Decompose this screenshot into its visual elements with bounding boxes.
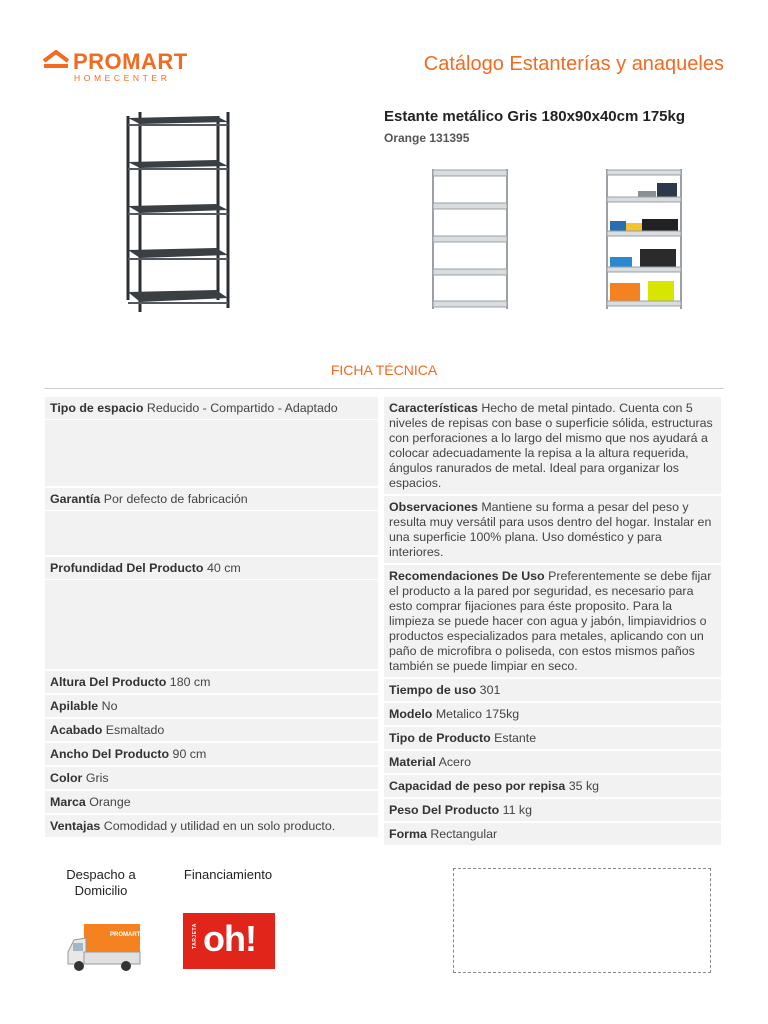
spec-column-left — [45, 397, 378, 839]
spec-label: Marca — [50, 795, 86, 809]
spec-value: Metalico 175kg — [435, 707, 520, 721]
spec-label: Recomendaciones De Uso — [389, 569, 545, 583]
spec-label: Garantía — [50, 492, 101, 506]
spec-value: Rectangular — [430, 827, 498, 841]
spec-label: Capacidad de peso por repisa — [389, 779, 566, 793]
spec-row — [45, 397, 378, 419]
spec-label: Modelo — [389, 707, 433, 721]
shelf-thumbnail-filled — [602, 165, 686, 311]
delivery-truck-icon — [64, 922, 142, 974]
card-small-label: TARJETA — [192, 923, 198, 949]
truck-brand: PROMART — [110, 932, 141, 938]
spec-row — [45, 719, 378, 741]
spec-row-spacer — [45, 511, 378, 555]
spec-label: Acabado — [50, 723, 103, 737]
shelf-product-image — [120, 110, 230, 316]
spec-label: Características — [389, 401, 478, 415]
spec-row — [45, 488, 378, 510]
spec-row — [384, 703, 721, 725]
spec-value: 180 cm — [169, 675, 211, 689]
spec-value: Estante — [494, 731, 537, 745]
spec-label: Forma — [389, 827, 427, 841]
spec-label: Altura Del Producto — [50, 675, 167, 689]
spec-value: 40 cm — [206, 561, 241, 575]
spec-row — [384, 799, 721, 821]
brand-sub: HOMECENTER — [74, 73, 171, 83]
card-logo-text: oh! — [203, 918, 256, 959]
spec-value: 90 cm — [172, 747, 207, 761]
spec-value: Mantiene su forma a pesar del peso y resulta muy versátil para usos dentro del hogar. Instalar en una superficie 100% plana. Uso doméstico y para interiores. — [389, 500, 712, 559]
spec-row-spacer — [45, 580, 378, 669]
spec-label: Profundidad Del Producto — [50, 561, 204, 575]
brand-name: PROMART — [73, 49, 188, 74]
section-title: FICHA TÉCNICA — [330, 362, 438, 378]
oh-card-logo — [183, 913, 275, 969]
spec-value: Reducido - Compartido - Adaptado — [146, 401, 338, 415]
section-divider — [44, 388, 724, 389]
spec-value: Preferentemente se debe fijar el producto a la pared por seguridad, es necesario para esto comprar fijaciones para éste proposito. Para la limpieza se puede hacer con agua y jabón, limpiavidrios o productos especializados para metales, aplicando con un paño de microfibra o poliseda, con estos mismos paños también se puede limpiar en seco. — [389, 569, 712, 673]
spec-row — [384, 397, 721, 494]
spec-label: Tipo de espacio — [50, 401, 144, 415]
spec-row — [45, 695, 378, 717]
spec-row-spacer — [45, 420, 378, 486]
spec-label: Color — [50, 771, 83, 785]
spec-label: Peso Del Producto — [389, 803, 500, 817]
spec-label: Observaciones — [389, 500, 478, 514]
delivery-label-line1: Despacho a — [66, 867, 136, 882]
spec-label: Tiempo de uso — [389, 683, 477, 697]
shelf-thumbnail-empty — [428, 165, 512, 311]
spec-value: No — [101, 699, 118, 713]
spec-value: Comodidad y utilidad en un solo producto. — [103, 819, 336, 833]
catalog-title: Catálogo Estanterías y anaqueles — [423, 53, 724, 75]
spec-row — [45, 815, 378, 837]
spec-label: Material — [389, 755, 436, 769]
house-icon — [43, 50, 69, 72]
spec-row — [384, 823, 721, 845]
spec-label: Ventajas — [50, 819, 101, 833]
spec-row — [384, 775, 721, 797]
spec-value: 11 kg — [502, 803, 533, 817]
empty-placeholder-box — [453, 868, 711, 973]
spec-row — [45, 671, 378, 693]
spec-row — [45, 767, 378, 789]
spec-value: Gris — [85, 771, 109, 785]
spec-label: Ancho Del Producto — [50, 747, 170, 761]
spec-label: Tipo de Producto — [389, 731, 491, 745]
spec-value: 301 — [479, 683, 501, 697]
spec-row — [384, 727, 721, 749]
spec-row — [45, 743, 378, 765]
spec-value: Esmaltado — [105, 723, 165, 737]
spec-row — [384, 679, 721, 701]
promart-logo — [43, 50, 203, 84]
spec-value: Acero — [438, 755, 471, 769]
financing-label: Financiamiento — [183, 867, 273, 882]
spec-row — [384, 496, 721, 563]
spec-value: Hecho de metal pintado. Cuenta con 5 niveles de repisas con base o superficie sólida, estructuras con perforaciones a lo largo del mismo que nos ayudará a colocar adecuadamente la repisa a la altura requerida, ángulos ranurados de metal. Ideal para organizar los espacios. — [389, 401, 713, 490]
spec-value: Por defecto de fabricación — [103, 492, 248, 506]
spec-row — [45, 791, 378, 813]
product-code: Orange 131395 — [384, 131, 470, 145]
product-name: Estante metálico Gris 180x90x40cm 175kg — [384, 108, 686, 125]
spec-column-right — [384, 397, 721, 847]
spec-label: Apilable — [50, 699, 99, 713]
delivery-label-line2: Domicilio — [74, 883, 128, 898]
spec-value: 35 kg — [568, 779, 600, 793]
spec-row — [384, 751, 721, 773]
spec-row — [384, 565, 721, 677]
delivery-label — [58, 867, 144, 899]
spec-row — [45, 557, 378, 579]
spec-value: Orange — [89, 795, 131, 809]
